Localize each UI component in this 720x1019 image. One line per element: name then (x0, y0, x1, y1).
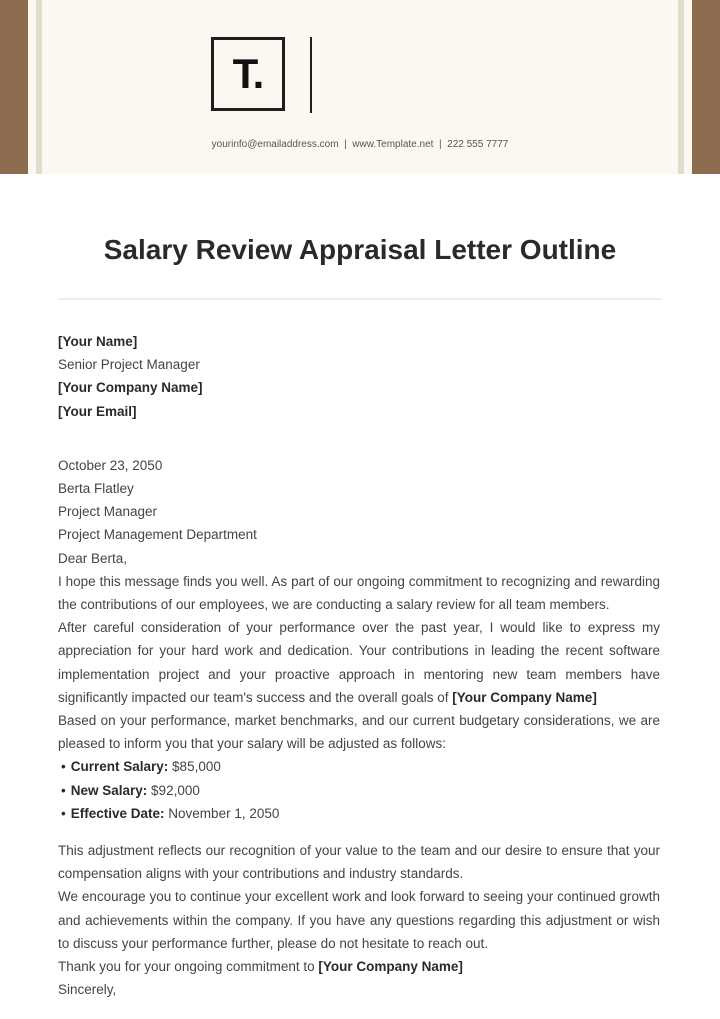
list-item (58, 755, 660, 778)
closing: Sincerely, (58, 982, 117, 998)
item-value: $92,000 (151, 782, 200, 798)
list-item (58, 802, 660, 825)
paragraph-intro: I hope this message finds you well. As part of our ongoing commitment to recognizing and rewarding the contributions of our employees, we are conducting a salary review for all team members. (58, 573, 660, 613)
logo-divider (310, 37, 312, 113)
paragraph-thanks-text: Thank you for your ongoing commitment to (58, 959, 315, 975)
recipient-department: Project Management Department (58, 527, 257, 543)
paragraph-encouragement: We encourage you to continue your excellent work and look forward to seeing your continued growth and achievements within the company. If you have any questions regarding this adjustment or wish to discuss your performance further, please do not hesitate to reach out. (58, 889, 660, 951)
company-name-inline: [Your Company Name] (452, 689, 597, 705)
sender-company: [Your Company Name] (58, 380, 203, 396)
letter-body (58, 330, 660, 1001)
item-value: $85,000 (172, 759, 221, 775)
sender-position: Senior Project Manager (58, 357, 200, 373)
recipient-name: Berta Flatley (58, 481, 134, 497)
paragraph-appreciation-text: After careful consideration of your performance over the past year, I would like to express my appreciation for your hard work and dedication. Your contributions in leading the recent software implementation project and your proactive approach in mentoring new team members have significantly impacted our team's success and the overall goals of (58, 620, 660, 705)
item-label: New Salary: (70, 782, 148, 798)
sender-name: [Your Name] (58, 334, 138, 349)
company-logo (211, 37, 285, 111)
title-divider (58, 298, 662, 300)
contact-separator: | (438, 139, 442, 150)
contact-separator: | (344, 139, 347, 150)
list-item (58, 779, 660, 802)
paragraph-appreciation (58, 616, 660, 709)
company-name-inline: [Your Company Name] (318, 959, 463, 975)
paragraph-adjustment: Based on your performance, market benchmarks, and our current budgetary considerations, we are pleased to inform you that your salary will be adjusted as follows: (58, 713, 660, 752)
contact-line (0, 139, 720, 150)
contact-email: yourinfo@emailaddress.com (211, 139, 339, 150)
sender-email: [Your Email] (58, 403, 137, 419)
paragraph-thanks (58, 955, 660, 978)
letter-date: October 23, 2050 (58, 457, 163, 473)
contact-website: www.Template.net (352, 139, 434, 150)
recipient-position: Project Manager (58, 504, 158, 520)
salutation: Dear Berta, (58, 550, 128, 566)
logo-text: T. (232, 50, 264, 97)
document-title: Salary Review Appraisal Letter Outline (103, 234, 617, 265)
item-value: November 1, 2050 (168, 805, 280, 821)
item-label: Current Salary: (70, 759, 169, 775)
letterhead (0, 0, 720, 174)
salary-details-list (58, 755, 660, 825)
contact-phone: 222 555 7777 (447, 139, 509, 150)
paragraph-recognition: This adjustment reflects our recognition of your value to the team and our desire to ensure that your compensation aligns with your contributions and industry standards. (58, 843, 660, 882)
item-label: Effective Date: (70, 805, 165, 821)
